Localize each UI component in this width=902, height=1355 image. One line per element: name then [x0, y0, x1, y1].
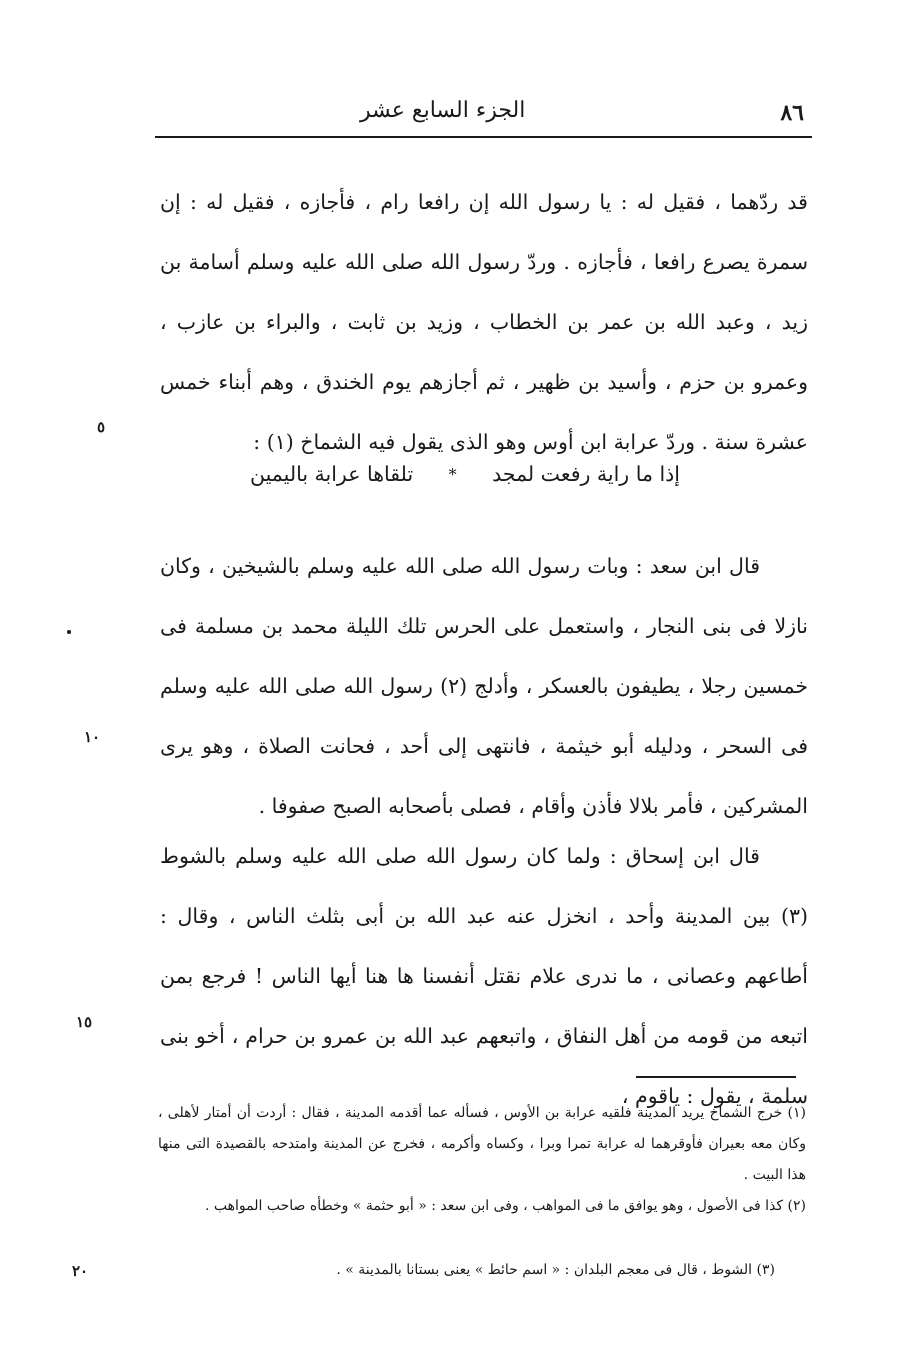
running-title: الجزء السابع عشر — [360, 98, 526, 123]
paragraph-2: قال ابن سعد : وبات رسول الله صلى الله عليه وسلم بالشيخين ، وكان نازلا فى بنى النجار ، واستعمل على الحرس تلك الليلة محمد بن مسلمة فى خمسين رجلا ، يطيفون بالعسكر ، وأدلج (٢) رسول الله صلى الله عليه وسلم فى السحر ، ودليله أبو خيثمة ، فانتهى إلى أحد ، فحانت الصلاة ، وهو يرى المشركين ، فأمر بلالا فأذن وأقام ، فصلى بأصحابه الصبح صفوفا . — [160, 554, 809, 818]
footnote-rule — [636, 1076, 796, 1078]
footnote-2: (٢) كذا فى الأصول ، وهو يوافق ما فى المواهب ، وفى ابن سعد : « أبو حثمة » وخطأه صاحب المواهب . — [205, 1198, 806, 1214]
paragraph-1: قد ردّهما ، فقيل له : يا رسول الله إن رافعا رام ، فأجازه ، فقيل له : إن سمرة يصرع رافعا ، فأجازه . وردّ رسول الله صلى الله عليه وسلم أسامة بن زيد ، وعبد الله بن عمر بن الخطاب ، وزيد بن ثابت ، والبراء بن عازب ، وعمرو بن حزم ، وأسيد بن ظهير ، ثم أجازهم يوم الخندق ، وهم أبناء خمس عشرة سنة . وردّ عرابة ابن أوس وهو الذى يقول فيه الشماخ (١) : — [160, 190, 808, 454]
line-number-10: ١٠ — [84, 728, 101, 746]
footnotes — [158, 1098, 806, 1222]
line-number-15: ١٥ — [76, 1013, 93, 1031]
page-header — [155, 92, 812, 138]
footnote-3: (٣) الشوط ، قال فى معجم البلدان : « اسم حائط » يعنى بستانا بالمدينة » . — [336, 1262, 775, 1278]
page-number: ٨٦ — [780, 100, 804, 126]
line-number-20: ٢٠ — [72, 1262, 89, 1280]
line-number-5: ٥ — [97, 418, 106, 436]
footnote-1: (١) خرج الشماخ يريد المدينة فلقيه عرابة بن الأوس ، فسأله عما أقدمه المدينة ، فقال : أردت أن أمتار لأهلى ، وكان معه بعيران فأوقرهما له عرابة تمرا وبرا ، وكساه وأكرمه ، فخرج عن المدينة وامتدحه بالقصيدة التى منها هذا البيت . — [158, 1105, 806, 1183]
verse-second-hemistich: تلقاها عرابة باليمين — [250, 462, 414, 486]
verse-separator: * — [448, 464, 457, 484]
stray-mark — [67, 630, 71, 634]
verse-first-hemistich: إذا ما راية رفعت لمجد — [492, 462, 680, 486]
verse-line — [250, 462, 680, 486]
paragraph-3: قال ابن إسحاق : ولما كان رسول الله صلى الله عليه وسلم بالشوط (٣) بين المدينة وأحد ، انخزل عنه عبد الله بن أبى بثلث الناس ، وقال : أطاعهم وعصانى ، ما ندرى علام نقتل أنفسنا ها هنا أيها الناس ! فرجع بمن اتبعه من قومه من أهل النفاق ، واتبعهم عبد الله بن عمرو بن حرام ، أخو بنى سلمة ، يقول : ياقوم ، — [160, 844, 808, 1108]
